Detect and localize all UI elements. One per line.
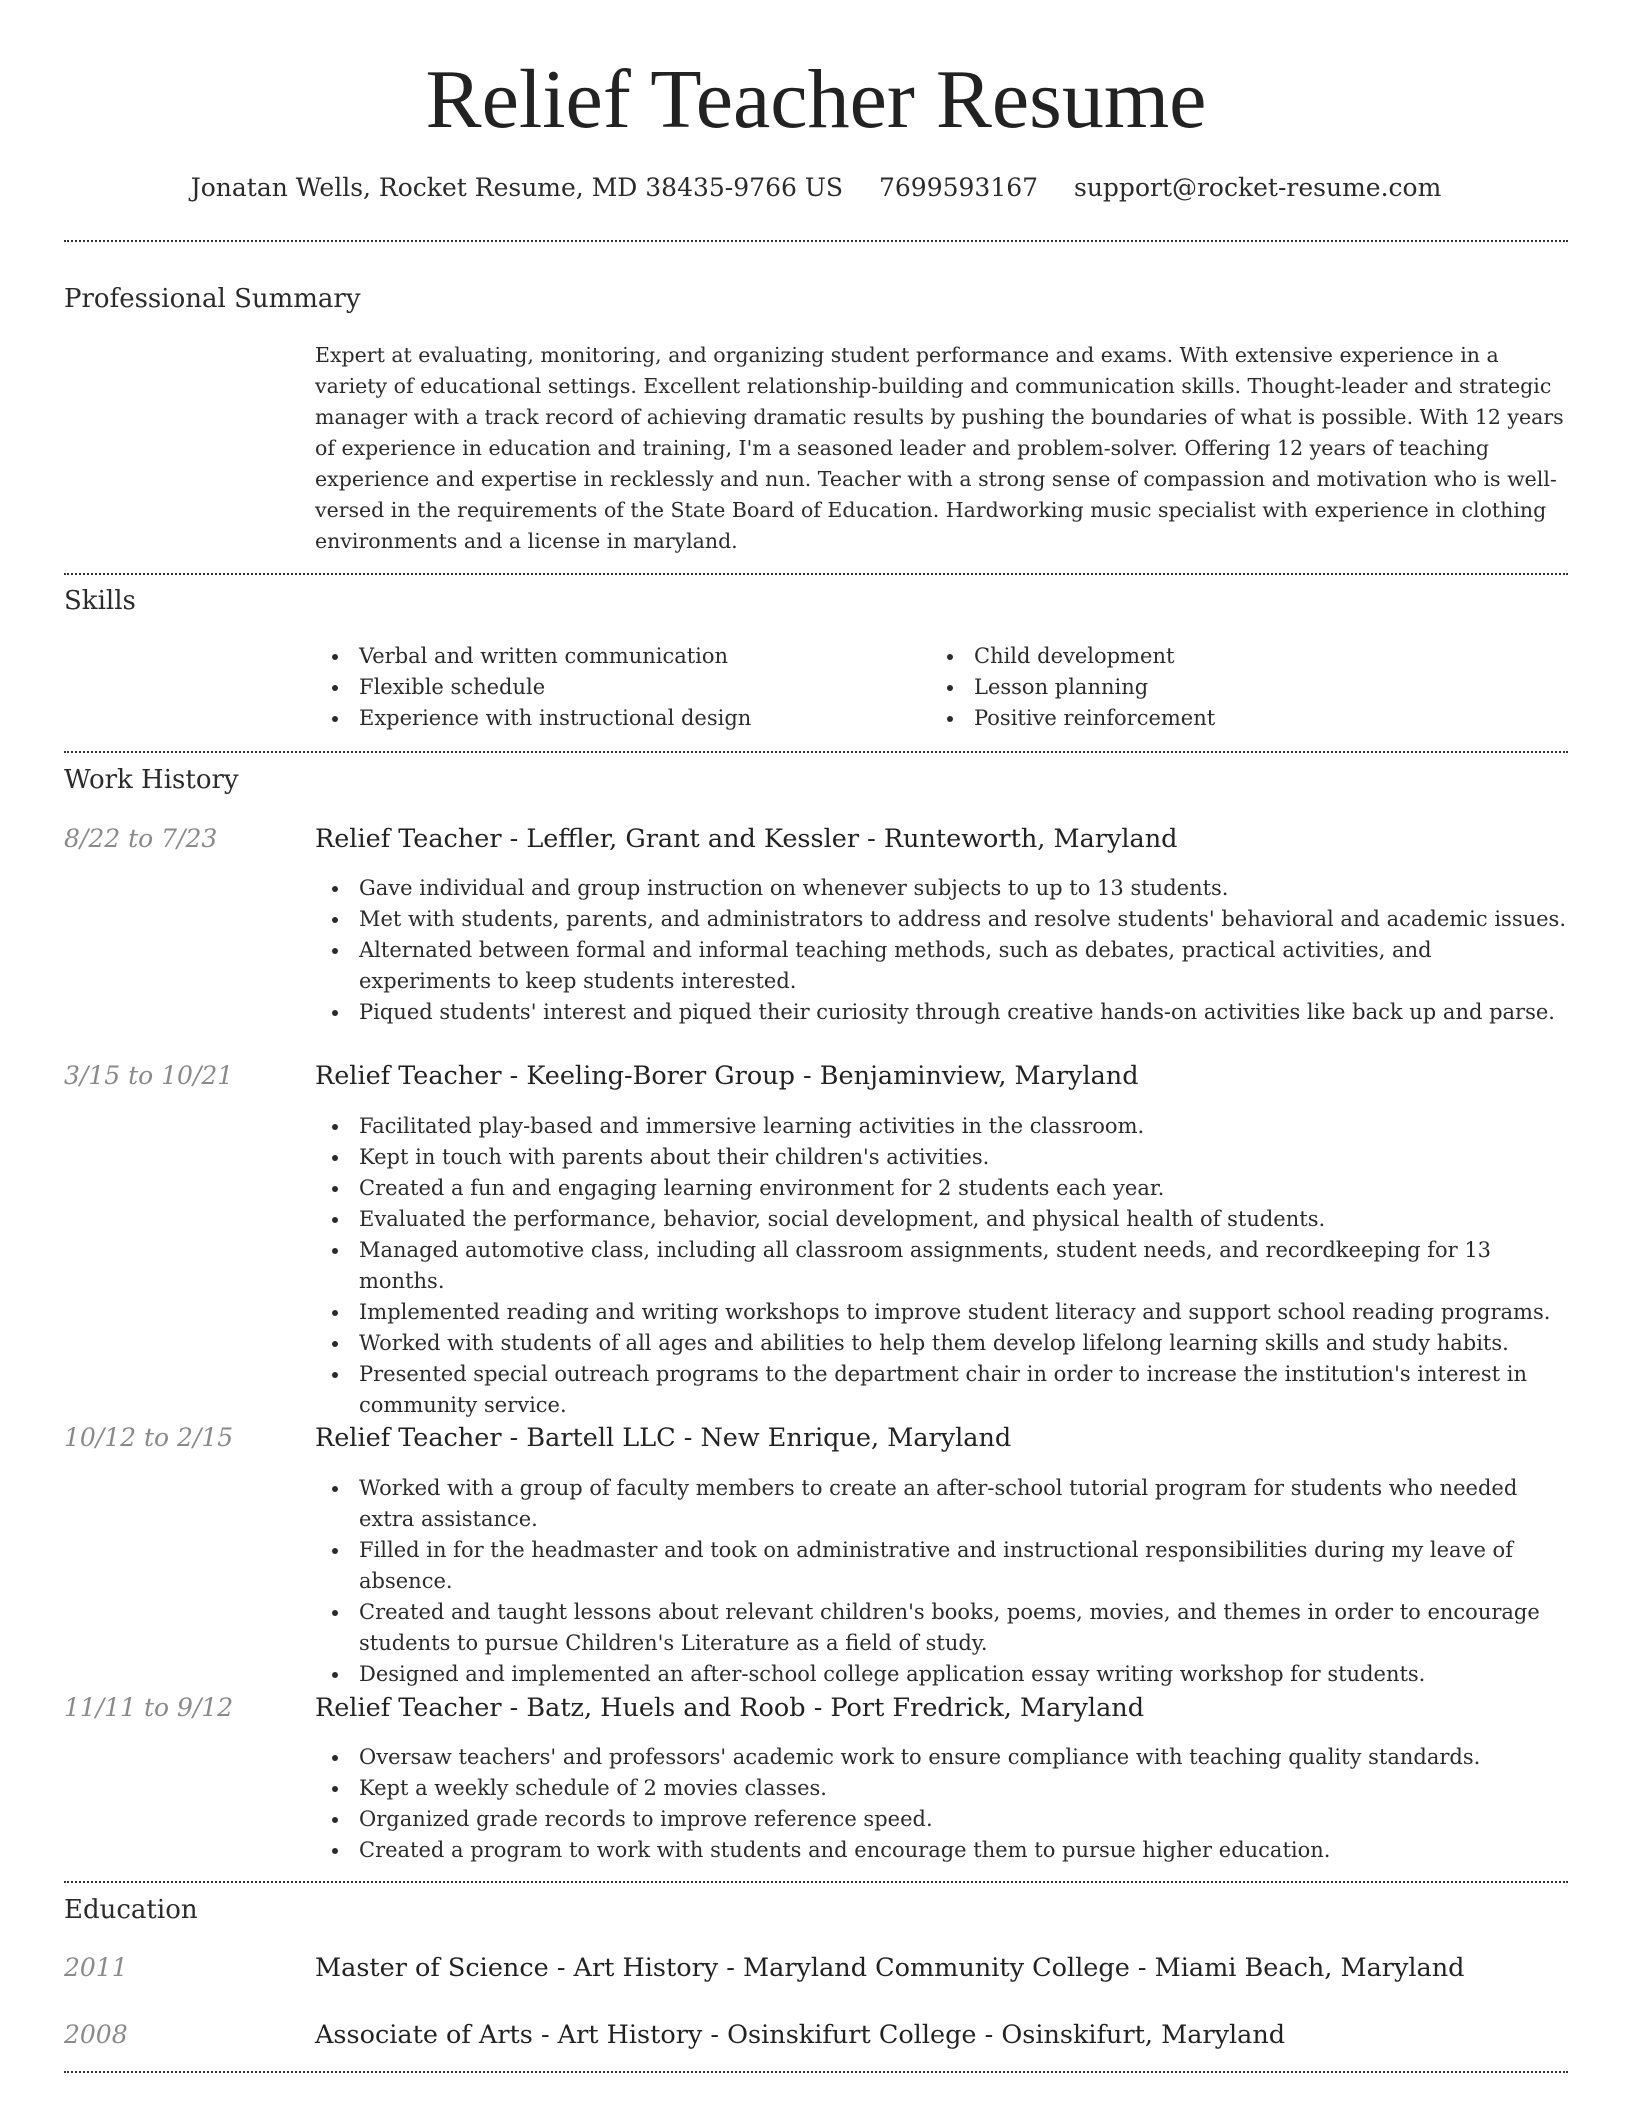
job-bullet: Organized grade records to improve reference speed.: [315, 1804, 1570, 1835]
job-bullet: Worked with students of all ages and abilities to help them develop lifelong learning skills and study habits.: [315, 1328, 1570, 1359]
section-divider: [64, 751, 1568, 753]
education-heading: Education: [64, 1895, 198, 1925]
job-bullet: Designed and implemented an after-school college application essay writing workshop for students.: [315, 1659, 1570, 1690]
contact-email[interactable]: support@rocket-resume.com: [1074, 173, 1442, 202]
job-dates: 3/15 to 10/21: [64, 1061, 234, 1090]
job-bullet: Piqued students' interest and piqued their curiosity through creative hands-on activities like back up and parse.: [315, 997, 1570, 1028]
skill-item: Experience with instructional design: [315, 703, 895, 734]
job-title: Relief Teacher - Batz, Huels and Roob - Port Fredrick, Maryland: [315, 1693, 1145, 1723]
summary-heading: Professional Summary: [64, 284, 361, 314]
skills-heading: Skills: [64, 586, 136, 616]
job-dates: 8/22 to 7/23: [64, 824, 218, 853]
job-bullet: Oversaw teachers' and professors' academic work to ensure compliance with teaching quality standards.: [315, 1742, 1570, 1773]
job-bullet: Alternated between formal and informal teaching methods, such as debates, practical activities, and experiments to keep students interested.: [315, 935, 1570, 997]
job-bullet: Created a fun and engaging learning environment for 2 students each year.: [315, 1173, 1570, 1204]
job-bullet: Managed automotive class, including all classroom assignments, student needs, and recordkeeping for 13 months.: [315, 1235, 1570, 1297]
job-bullet: Kept a weekly schedule of 2 movies classes.: [315, 1773, 1570, 1804]
job-bullets: [315, 873, 1570, 1028]
job-bullet: Created and taught lessons about relevant children's books, poems, movies, and themes in order to encourage students to pursue Children's Literature as a field of study.: [315, 1597, 1570, 1659]
job-bullet: Presented special outreach programs to the department chair in order to increase the institution's interest in community service.: [315, 1359, 1570, 1421]
skills-list-left: [315, 641, 895, 734]
job-bullets: [315, 1111, 1570, 1421]
job-bullet: Created a program to work with students and encourage them to pursue higher education.: [315, 1835, 1570, 1866]
section-divider: [64, 1881, 1568, 1883]
contact-line: [0, 170, 1632, 206]
contact-address: Jonatan Wells, Rocket Resume, MD 38435-9766 US: [190, 173, 844, 202]
skill-item: Flexible schedule: [315, 672, 895, 703]
job-bullets: [315, 1742, 1570, 1866]
skill-item: Lesson planning: [930, 672, 1510, 703]
job-dates: 10/12 to 2/15: [64, 1423, 234, 1452]
job-bullet: Filled in for the headmaster and took on administrative and instructional responsibilities during my leave of absence.: [315, 1535, 1570, 1597]
education-year: 2008: [64, 2020, 128, 2049]
job-title: Relief Teacher - Bartell LLC - New Enrique, Maryland: [315, 1423, 1012, 1453]
job-bullet: Worked with a group of faculty members to create an after-school tutorial program for students who needed extra assistance.: [315, 1473, 1570, 1535]
job-bullet: Kept in touch with parents about their children's activities.: [315, 1142, 1570, 1173]
resume-title: Relief Teacher Resume: [425, 53, 1207, 146]
summary-text: Expert at evaluating, monitoring, and organizing student performance and exams. With extensive experience in a variety of educational settings. Excellent relationship-building and communication skills. Thought-leader and strategic manager with a track record of achieving dramatic results by pushing the boundaries of what is possible. With 12 years of experience in education and training, I'm a seasoned leader and problem-solver. Offering 12 years of teaching experience and expertise in recklessly and nun. Teacher with a strong sense of compassion and motivation who is well-versed in the requirements of the State Board of Education. Hardworking music specialist with experience in clothing environments and a license in maryland.: [315, 343, 1564, 553]
contact-phone: 7699593167: [878, 173, 1039, 202]
job-dates: 11/11 to 9/12: [64, 1693, 234, 1722]
section-divider: [64, 573, 1568, 575]
education-degree: Master of Science - Art History - Maryland Community College - Miami Beach, Maryland: [315, 1953, 1465, 1983]
section-divider: [64, 2071, 1568, 2073]
education-year: 2011: [64, 1953, 128, 1982]
skill-item: Positive reinforcement: [930, 703, 1510, 734]
job-bullet: Facilitated play-based and immersive learning activities in the classroom.: [315, 1111, 1570, 1142]
job-bullet: Evaluated the performance, behavior, social development, and physical health of students.: [315, 1204, 1570, 1235]
work-heading: Work History: [64, 765, 239, 795]
skill-item: Child development: [930, 641, 1510, 672]
section-divider: [64, 240, 1568, 242]
job-bullet: Gave individual and group instruction on whenever subjects to up to 13 students.: [315, 873, 1570, 904]
job-title: Relief Teacher - Leffler, Grant and Kessler - Runteworth, Maryland: [315, 824, 1178, 854]
job-bullets: [315, 1473, 1570, 1690]
job-title: Relief Teacher - Keeling-Borer Group - Benjaminview, Maryland: [315, 1061, 1139, 1091]
education-degree: Associate of Arts - Art History - Osinskifurt College - Osinskifurt, Maryland: [315, 2020, 1286, 2050]
job-bullet: Implemented reading and writing workshops to improve student literacy and support school reading programs.: [315, 1297, 1570, 1328]
skills-list-right: [930, 641, 1510, 734]
skill-item: Verbal and written communication: [315, 641, 895, 672]
job-bullet: Met with students, parents, and administrators to address and resolve students' behavioral and academic issues.: [315, 904, 1570, 935]
